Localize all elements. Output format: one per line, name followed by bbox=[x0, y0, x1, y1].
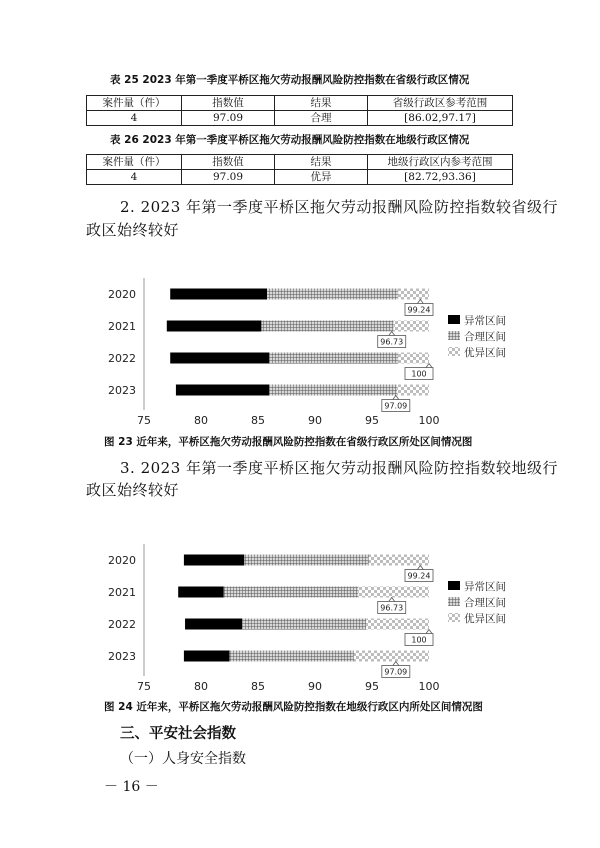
marker-label: 99.24 bbox=[407, 571, 431, 581]
x-tick-label: 75 bbox=[137, 414, 151, 427]
bar-segment bbox=[398, 289, 429, 300]
legend-label: 合理区间 bbox=[464, 331, 506, 343]
y-tick-label: 2021 bbox=[108, 320, 136, 333]
table-cell: [86.02,97.17] bbox=[368, 111, 513, 126]
bar-segment bbox=[224, 587, 359, 598]
legend-swatch bbox=[448, 347, 460, 356]
table-header-row bbox=[87, 96, 513, 111]
y-tick-label: 2022 bbox=[108, 352, 136, 365]
legend-swatch bbox=[448, 597, 460, 606]
legend-swatch bbox=[448, 581, 460, 590]
bar-segment bbox=[244, 555, 368, 566]
x-tick-label: 90 bbox=[308, 680, 322, 693]
marker-pointer bbox=[389, 598, 395, 602]
section-3-heading-line1: 3. 2023 年第一季度平桥区拖欠劳动报酬风险防控指数较地级行 bbox=[120, 459, 559, 477]
bar-segment bbox=[184, 555, 244, 566]
table-header-row bbox=[87, 155, 513, 170]
marker-label: 100 bbox=[411, 635, 427, 645]
marker-pointer bbox=[426, 364, 432, 368]
bar-segment bbox=[261, 321, 393, 332]
table-header-cell: 案件量（件） bbox=[87, 96, 182, 111]
table-header-cell: 案件量（件） bbox=[87, 155, 182, 170]
page-number: － 16 － bbox=[104, 779, 159, 795]
bar-segment bbox=[267, 289, 398, 300]
marker-label: 99.24 bbox=[407, 305, 431, 315]
marker-pointer bbox=[389, 332, 395, 336]
x-tick-label: 85 bbox=[251, 680, 265, 693]
table-cell: [82.72,93.36] bbox=[368, 170, 513, 185]
legend-swatch bbox=[448, 315, 460, 324]
subsection-heading: （一）人身安全指数 bbox=[120, 751, 246, 767]
table-cell: 4 bbox=[87, 111, 182, 126]
bar-segment bbox=[397, 385, 429, 396]
x-tick-label: 100 bbox=[418, 414, 440, 427]
marker-pointer bbox=[417, 566, 423, 570]
y-tick-label: 2022 bbox=[108, 618, 136, 631]
table-25-caption: 表 25 2023 年第一季度平桥区拖欠劳动报酬风险防控指数在省级行政区情况 bbox=[110, 74, 470, 86]
table-cell: 合理 bbox=[275, 111, 368, 126]
marker-pointer bbox=[417, 300, 423, 304]
x-tick-label: 80 bbox=[194, 680, 208, 693]
marker-pointer bbox=[393, 396, 399, 400]
table-header-cell: 省级行政区参考范围 bbox=[368, 96, 513, 111]
table-cell: 97.09 bbox=[182, 111, 275, 126]
x-tick-label: 100 bbox=[418, 680, 440, 693]
bar-segment bbox=[178, 587, 224, 598]
bar-segment bbox=[230, 651, 354, 662]
bar-segment bbox=[170, 353, 269, 364]
table-header-cell: 结果 bbox=[275, 155, 368, 170]
table-row bbox=[87, 170, 513, 185]
table-header-cell: 结果 bbox=[275, 96, 368, 111]
table-25 bbox=[86, 95, 513, 126]
x-tick-label: 90 bbox=[308, 414, 322, 427]
bar-segment bbox=[394, 321, 429, 332]
bar-segment bbox=[366, 619, 429, 630]
section-3-heading-line2: 政区始终较好 bbox=[86, 481, 180, 499]
bar-segment bbox=[170, 289, 267, 300]
table-row bbox=[87, 111, 513, 126]
table-cell: 97.09 bbox=[182, 170, 275, 185]
table-26-caption: 表 26 2023 年第一季度平桥区拖欠劳动报酬风险防控指数在地级行政区情况 bbox=[110, 134, 470, 146]
x-tick-label: 80 bbox=[194, 414, 208, 427]
bar-segment bbox=[185, 619, 242, 630]
bar-segment bbox=[269, 385, 397, 396]
marker-label: 100 bbox=[411, 369, 427, 379]
table-26 bbox=[86, 154, 513, 185]
bar-segment bbox=[398, 353, 429, 364]
y-tick-label: 2021 bbox=[108, 586, 136, 599]
section-heading-three: 三、平安社会指数 bbox=[120, 726, 236, 742]
y-tick-label: 2023 bbox=[108, 384, 136, 397]
legend-label: 优异区间 bbox=[464, 613, 506, 625]
y-tick-label: 2020 bbox=[108, 288, 136, 301]
x-tick-label: 95 bbox=[365, 414, 379, 427]
table-header-cell: 指数值 bbox=[182, 96, 275, 111]
bar-segment bbox=[176, 385, 269, 396]
table-header-cell: 地级行政区内参考范围 bbox=[368, 155, 513, 170]
marker-label: 96.73 bbox=[380, 603, 404, 613]
marker-label: 97.09 bbox=[384, 401, 408, 411]
x-tick-label: 75 bbox=[137, 680, 151, 693]
table-cell: 优异 bbox=[275, 170, 368, 185]
x-tick-label: 85 bbox=[251, 414, 265, 427]
legend-label: 优异区间 bbox=[464, 347, 506, 359]
legend-label: 异常区间 bbox=[464, 581, 506, 593]
legend-swatch bbox=[448, 613, 460, 622]
bar-segment bbox=[184, 651, 230, 662]
section-2-heading-line1: 2. 2023 年第一季度平桥区拖欠劳动报酬风险防控指数较省级行 bbox=[120, 198, 559, 216]
marker-pointer bbox=[426, 630, 432, 634]
x-tick-label: 95 bbox=[365, 680, 379, 693]
marker-label: 97.09 bbox=[384, 667, 408, 677]
marker-pointer bbox=[393, 662, 399, 666]
chart-24 bbox=[86, 536, 526, 696]
figure-24-caption: 图 24 近年来，平桥区拖欠劳动报酬风险防控指数在地级行政区内所处区间情况图 bbox=[104, 701, 483, 713]
bar-segment bbox=[358, 587, 429, 598]
chart-23 bbox=[86, 270, 526, 430]
bar-segment bbox=[269, 353, 398, 364]
bar-segment bbox=[369, 555, 429, 566]
bar-segment bbox=[167, 321, 262, 332]
table-cell: 4 bbox=[87, 170, 182, 185]
figure-23-caption: 图 23 近年来，平桥区拖欠劳动报酬风险防控指数在省级行政区所处区间情况图 bbox=[104, 436, 473, 448]
bar-segment bbox=[354, 651, 429, 662]
legend-label: 异常区间 bbox=[464, 315, 506, 327]
marker-label: 96.73 bbox=[380, 337, 404, 347]
section-2-heading-line2: 政区始终较好 bbox=[86, 221, 180, 239]
bar-segment bbox=[242, 619, 366, 630]
legend-swatch bbox=[448, 331, 460, 340]
legend-label: 合理区间 bbox=[464, 597, 506, 609]
y-tick-label: 2020 bbox=[108, 554, 136, 567]
table-header-cell: 指数值 bbox=[182, 155, 275, 170]
y-tick-label: 2023 bbox=[108, 650, 136, 663]
